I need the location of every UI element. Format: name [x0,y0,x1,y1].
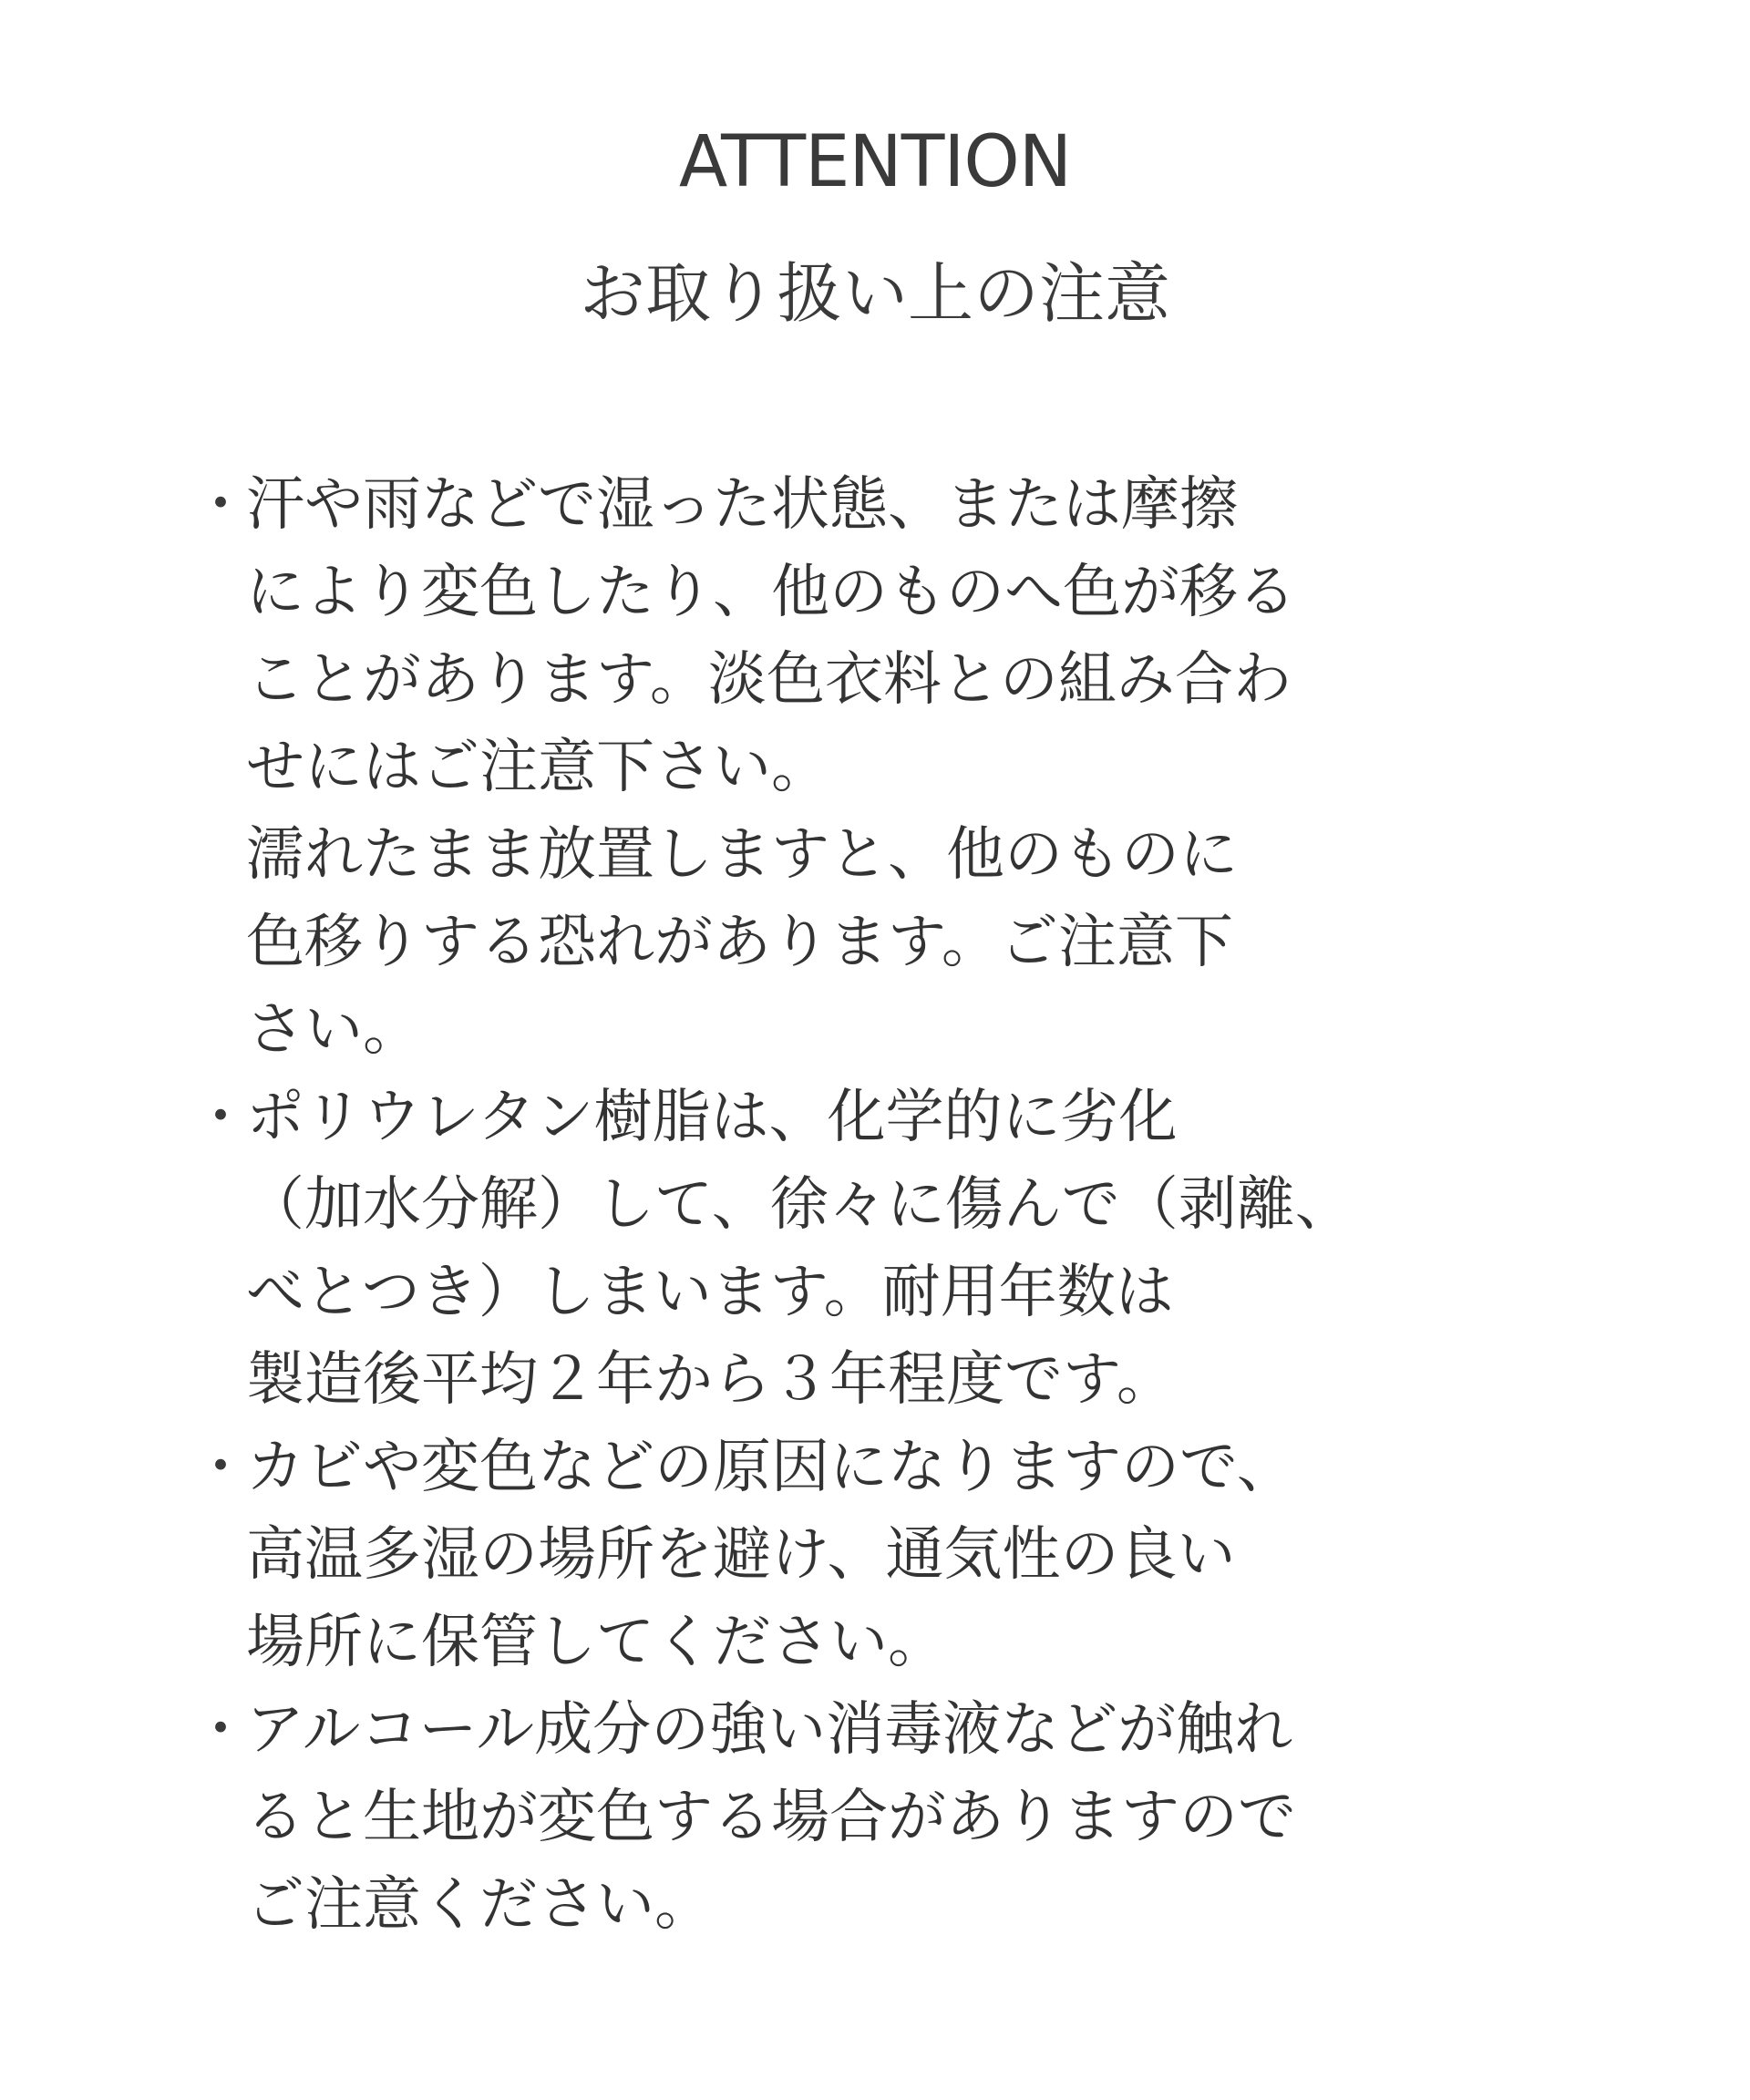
note-line: 場所に保管してください。 [246,1609,946,1676]
note-line: ことがあります。淡色衣料との組み合わ [246,646,1292,714]
care-note-alcohol [191,1686,1595,1949]
note-line: さい。 [246,996,421,1064]
note-line: により変色したり、他のものへ色が移る [246,559,1296,626]
bullet-mark: ・ [191,1084,250,1151]
bullet-mark: ・ [191,1696,250,1764]
note-line: 色移りする恐れがあります。ご注意下 [246,909,1233,976]
note-line: 濡れたまま放置しますと、他のものに [246,821,1238,889]
note-line: 高温多湿の場所を避け、通気性の良い [246,1521,1236,1589]
title-japanese: お取り扱い上の注意 [579,255,1170,332]
care-note-storage [191,1424,1595,1686]
note-line: （加水分解）して、徐々に傷んで（剥離、 [246,1171,1354,1239]
note-line: べとつき）しまいます。耐用年数は [246,1259,1174,1326]
bullet-mark: ・ [191,1434,250,1501]
care-notes-list [191,461,1595,1949]
title-english: ATTENTION [678,121,1072,203]
note-line: ると生地が変色する場合がありますので [246,1784,1296,1851]
note-line: ご注意ください。 [246,1871,713,1939]
note-line: カビや変色などの原因になりますので、 [246,1434,1295,1501]
care-note-polyurethane [191,1074,1595,1424]
care-note-dampness [191,461,1595,1074]
note-line: 汗や雨などで湿った状態、または摩擦 [246,471,1238,539]
note-line: ポリウレタン樹脂は、化学的に劣化 [246,1084,1178,1151]
bullet-mark: ・ [191,471,250,539]
note-line: 製造後平均２年から３年程度です。 [246,1346,1175,1414]
note-line: アルコール成分の強い消毒液などが触れ [246,1696,1293,1764]
note-line: せにはご注意下さい。 [246,734,829,801]
